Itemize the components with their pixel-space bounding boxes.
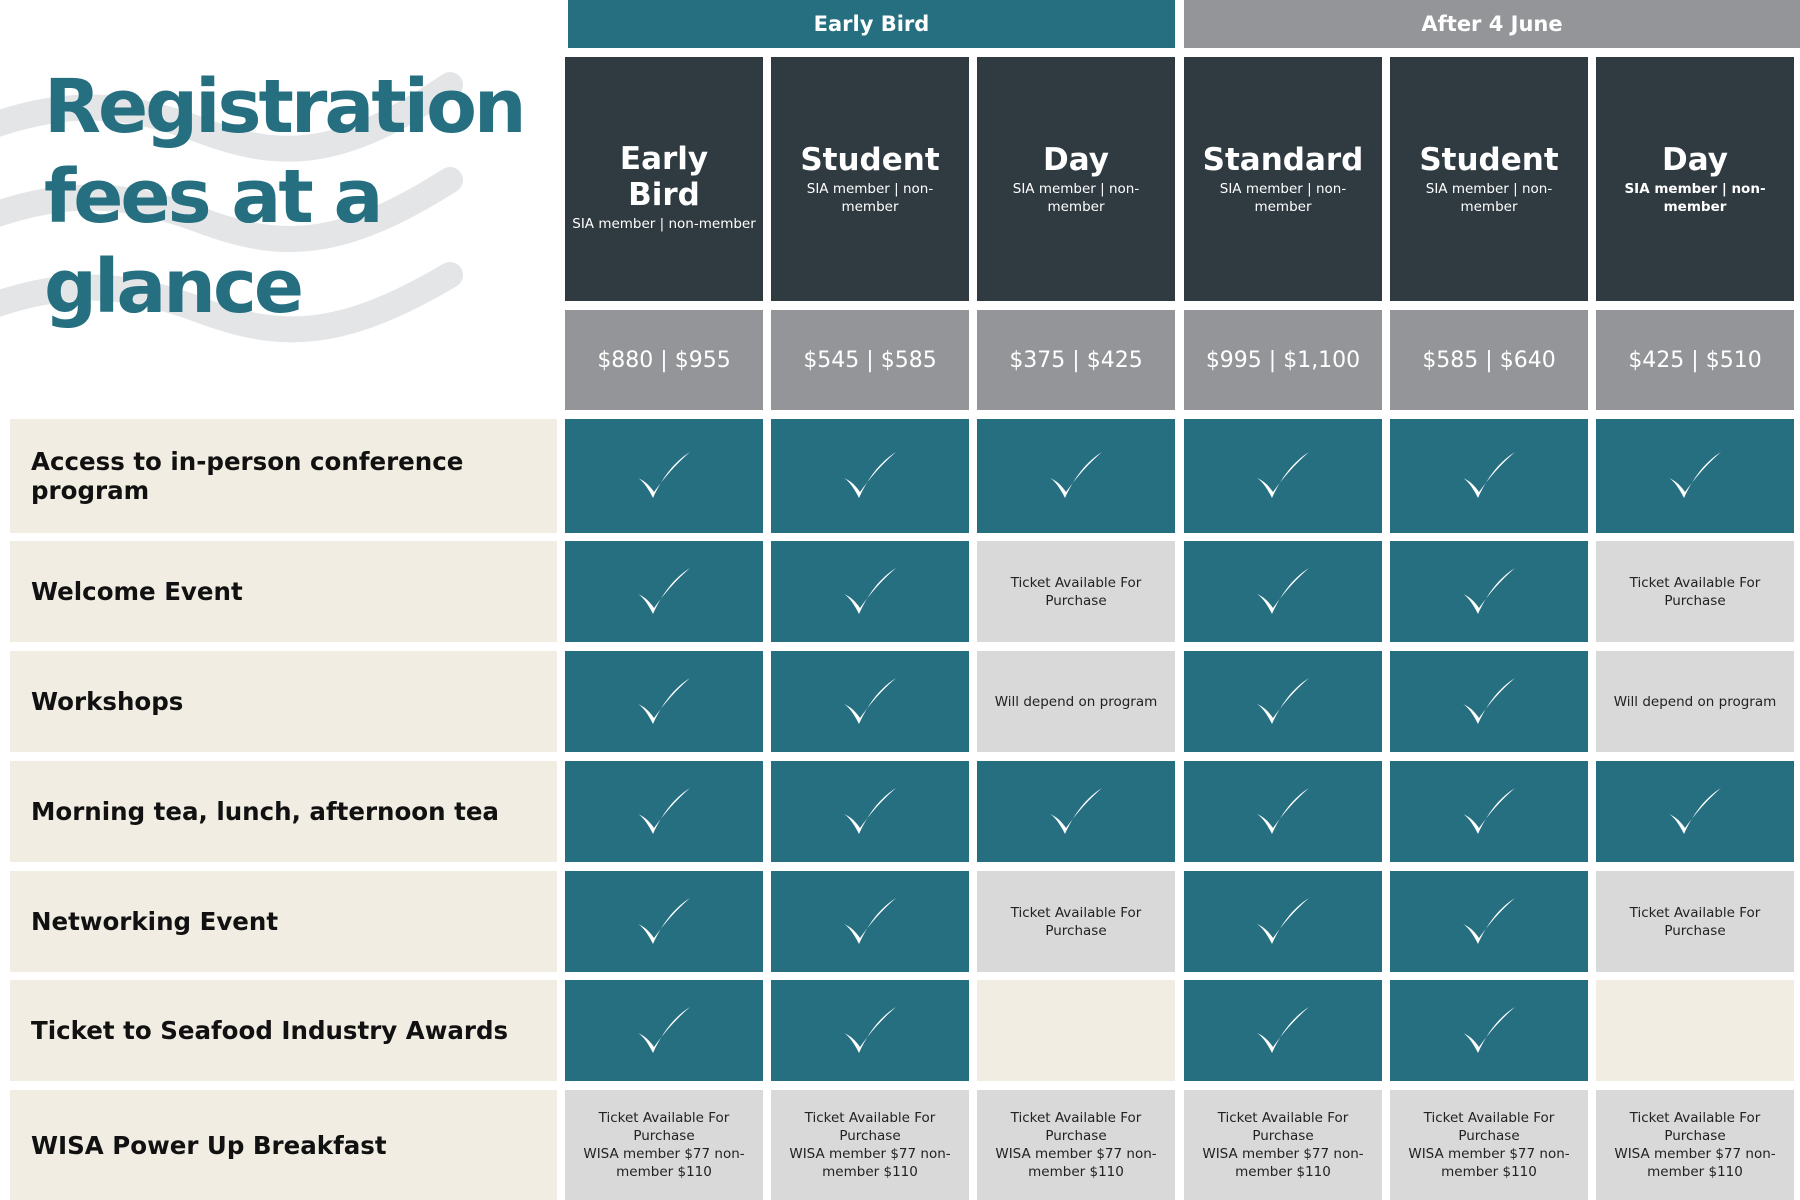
price-cell (1390, 310, 1588, 410)
column-header-name: Early Bird (619, 141, 709, 213)
column-header (1184, 57, 1382, 301)
cell-note-text: Ticket Available For Purchase WISA member $77 non-member $110 (1614, 1110, 1776, 1180)
table-cell-check (1390, 980, 1588, 1081)
column-header (771, 57, 969, 301)
column-header-subtitle: SIA member | non-member (1219, 181, 1347, 215)
table-cell-check (771, 761, 969, 862)
table-cell-check (1390, 651, 1588, 752)
row-label-text: Networking Event (31, 907, 279, 936)
table-cell-note (771, 1090, 969, 1200)
table-cell-check (1390, 541, 1588, 642)
table-cell-check (565, 980, 763, 1081)
cell-note-text: Will depend on program (1613, 693, 1777, 710)
table-cell-check (565, 761, 763, 862)
table-cell-check (977, 419, 1175, 533)
check-icon (1046, 448, 1106, 504)
check-icon (1665, 784, 1725, 840)
price-label: $545 | $585 (803, 347, 937, 373)
table-cell-note (565, 1090, 763, 1200)
check-icon (634, 1003, 694, 1059)
row-label-text: Ticket to Seafood Industry Awards (31, 1016, 509, 1045)
table-cell-check (565, 871, 763, 972)
table-cell-note (977, 871, 1175, 972)
row-label (10, 651, 557, 752)
page-title: Registration fees at a glance (44, 64, 524, 330)
column-header-name: Day (1043, 142, 1109, 178)
row-label-text: Welcome Event (31, 577, 243, 606)
table-cell-check (565, 541, 763, 642)
table-cell-empty (1596, 980, 1794, 1081)
check-icon (1459, 564, 1519, 620)
column-header-name: Student (800, 142, 940, 178)
check-icon (840, 564, 900, 620)
table-cell-note (1596, 541, 1794, 642)
table-cell-check (1184, 761, 1382, 862)
price-label: $995 | $1,100 (1205, 347, 1361, 373)
check-icon (1459, 784, 1519, 840)
table-cell-check (771, 871, 969, 972)
check-icon (1253, 448, 1313, 504)
table-cell-check (1390, 419, 1588, 533)
table-cell-check (771, 651, 969, 752)
price-label: $425 | $510 (1628, 347, 1762, 373)
check-icon (634, 448, 694, 504)
column-header (565, 57, 763, 301)
cell-note-text: Ticket Available For Purchase (1010, 574, 1142, 609)
table-cell-note (977, 541, 1175, 642)
check-icon (634, 894, 694, 950)
check-icon (634, 784, 694, 840)
check-icon (634, 674, 694, 730)
check-icon (1665, 448, 1725, 504)
check-icon (840, 674, 900, 730)
column-header-subtitle: SIA member | non-member (806, 181, 934, 215)
check-icon (1459, 448, 1519, 504)
check-icon (1253, 1003, 1313, 1059)
check-icon (1253, 784, 1313, 840)
table-cell-check (1184, 871, 1382, 972)
column-header-subtitle: SIA member | non-member (1425, 181, 1553, 215)
row-label-text: WISA Power Up Breakfast (31, 1130, 387, 1160)
row-label (10, 541, 557, 642)
table-cell-note (1596, 651, 1794, 752)
table-cell-check (1390, 871, 1588, 972)
column-header (1390, 57, 1588, 301)
check-icon (840, 784, 900, 840)
cell-note-text: Ticket Available For Purchase WISA member $77 non-member $110 (1202, 1110, 1364, 1180)
table-cell-note (977, 651, 1175, 752)
column-header (977, 57, 1175, 301)
column-header-name: Standard (1202, 142, 1364, 178)
table-cell-note (1184, 1090, 1382, 1200)
check-icon (1253, 674, 1313, 730)
row-label (10, 980, 557, 1081)
table-cell-check (977, 761, 1175, 862)
cell-note-text: Ticket Available For Purchase (1010, 904, 1142, 939)
row-label-text: Morning tea, lunch, afternoon tea (31, 797, 499, 826)
group-header (1184, 0, 1800, 48)
group-header-label: After 4 June (1421, 12, 1563, 36)
row-label-text: Workshops (31, 687, 184, 716)
column-header (1596, 57, 1794, 301)
price-cell (1596, 310, 1794, 410)
table-cell-note (1596, 1090, 1794, 1200)
table-cell-check (1184, 419, 1382, 533)
column-header-name: Day (1662, 142, 1728, 178)
price-cell (565, 310, 763, 410)
row-label-text: Access to in-person conference program (31, 447, 464, 505)
check-icon (840, 448, 900, 504)
column-header-subtitle: SIA member | non-member (1624, 181, 1766, 215)
table-cell-check (1184, 541, 1382, 642)
table-cell-check (1390, 761, 1588, 862)
check-icon (1459, 894, 1519, 950)
check-icon (1253, 894, 1313, 950)
cell-note-text: Ticket Available For Purchase WISA member $77 non-member $110 (1408, 1110, 1570, 1180)
check-icon (840, 1003, 900, 1059)
check-icon (634, 564, 694, 620)
price-cell (1184, 310, 1382, 410)
check-icon (1459, 674, 1519, 730)
check-icon (1253, 564, 1313, 620)
price-label: $585 | $640 (1422, 347, 1556, 373)
cell-note-text: Ticket Available For Purchase (1629, 574, 1761, 609)
table-cell-note (1390, 1090, 1588, 1200)
table-cell-check (1184, 980, 1382, 1081)
row-label (10, 1090, 557, 1200)
column-header-subtitle: SIA member | non-member (572, 216, 756, 232)
table-cell-check (565, 651, 763, 752)
table-cell-empty (977, 980, 1175, 1081)
price-label: $880 | $955 (597, 347, 731, 373)
price-label: $375 | $425 (1009, 347, 1143, 373)
row-label (10, 871, 557, 972)
table-cell-note (1596, 871, 1794, 972)
table-cell-check (771, 419, 969, 533)
cell-note-text: Will depend on program (994, 693, 1158, 710)
column-header-name: Student (1419, 142, 1559, 178)
group-header-label: Early Bird (813, 12, 930, 36)
check-icon (1459, 1003, 1519, 1059)
cell-note-text: Ticket Available For Purchase WISA member $77 non-member $110 (995, 1110, 1157, 1180)
table-cell-check (771, 541, 969, 642)
table-cell-check (1184, 651, 1382, 752)
cell-note-text: Ticket Available For Purchase WISA member $77 non-member $110 (583, 1110, 745, 1180)
check-icon (1046, 784, 1106, 840)
cell-note-text: Ticket Available For Purchase WISA member $77 non-member $110 (789, 1110, 951, 1180)
table-cell-check (565, 419, 763, 533)
table-cell-check (771, 980, 969, 1081)
price-cell (771, 310, 969, 410)
table-cell-check (1596, 419, 1794, 533)
row-label (10, 761, 557, 862)
column-header-subtitle: SIA member | non-member (1012, 181, 1140, 215)
check-icon (840, 894, 900, 950)
price-cell (977, 310, 1175, 410)
group-header (568, 0, 1175, 48)
table-cell-note (977, 1090, 1175, 1200)
row-label (10, 419, 557, 533)
table-cell-check (1596, 761, 1794, 862)
cell-note-text: Ticket Available For Purchase (1629, 904, 1761, 939)
